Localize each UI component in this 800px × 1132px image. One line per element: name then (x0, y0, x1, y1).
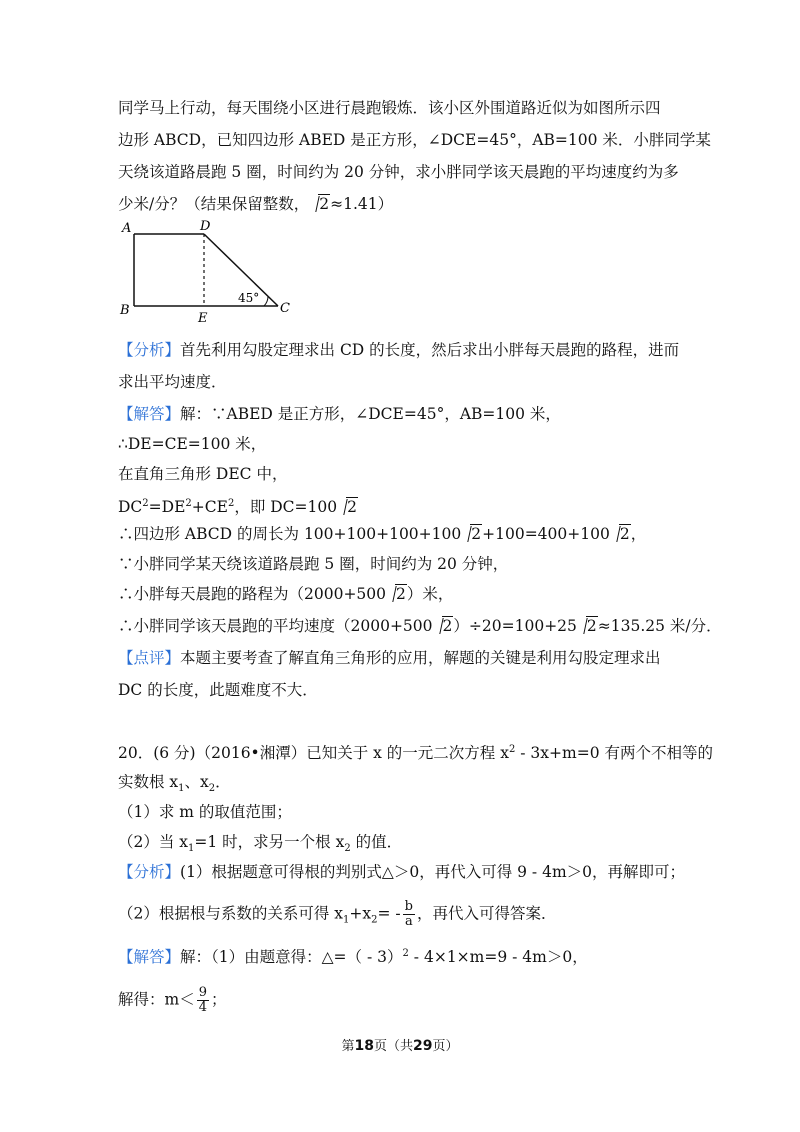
comment-19: 【点评】本题主要考查了解直角三角形的应用，解题的关键是利用勾股定理求出 (118, 649, 661, 667)
label-b: B (120, 303, 130, 318)
answer-19-line-1: 【解答】解：∵ABED 是正方形，∠DCE=45°，AB=100 米， (118, 405, 561, 423)
page-number: 18 (354, 1038, 374, 1054)
page-total: 29 (413, 1038, 433, 1054)
label-d: D (200, 219, 211, 234)
analysis-20-line-2: （2）根据根与系数的关系可得 $x_1+x_2=$ - $\frac{b}{a}$ ，再代入可得答案． (118, 899, 557, 929)
answer-19-line-3: 在直角三角形 DEC 中， (118, 465, 288, 483)
answer-19-line-7: ∴小胖每天晨跑的路程为（2000+500 2）米， (118, 585, 454, 603)
answer-tag-20: 【解答】 (118, 948, 181, 967)
problem-20-line-2: 实数根 $x_1$、$x_2$． (118, 773, 231, 795)
answer-19-line-6: ∵小胖同学某天绕该道路晨跑 5 圈，时间约为 20 分钟， (118, 555, 509, 573)
analysis-tag-20: 【分析】 (118, 863, 181, 881)
comment-tag: 【点评】 (118, 649, 181, 667)
angle-label: 45° (238, 291, 260, 305)
problem-20-q1: （1）求 m 的取值范围； (118, 803, 292, 821)
answer-19-line-2: ∴DE=CE=100 米， (118, 435, 267, 453)
label-e: E (198, 311, 208, 326)
analysis-tag: 【分析】 (118, 341, 181, 359)
answer-tag: 【解答】 (118, 405, 181, 423)
fraction-9-over-4: $\frac{9}{4}$ (198, 985, 207, 1015)
comment-19-cont: DC 的长度，此题难度不大． (118, 681, 318, 699)
problem-20-q2: （2）当 $x_1=1$ 时，求另一个根 $x_2$ 的值． (118, 833, 403, 855)
problem-19-line-1: 同学马上行动，每天围绕小区进行晨跑锻炼．该小区外围道路近似为如图所示四 (118, 99, 661, 117)
answer-20-line-1: 【解答】解：（1）由题意得：△=（ - 3）$^2$ - 4×1×m=9 - 4m＞0， (118, 948, 588, 967)
page-footer: 第18页（共29页） (341, 1038, 459, 1054)
label-c: C (280, 301, 290, 316)
answer-19-line-4: $DC^2=DE^2+CE^2$，即 DC=100 2 (118, 498, 357, 517)
problem-19-line-2: 边形 ABCD，已知四边形 ABED 是正方形，∠DCE=45°，AB=100 米．小胖同学某 (118, 131, 711, 149)
geometry-figure (118, 218, 298, 328)
answer-19-line-5: ∴四边形 ABCD 的周长为 100+100+100+100 2+100=400+100 2， (118, 525, 647, 543)
fraction-b-over-a: $\frac{b}{a}$ (404, 899, 413, 929)
analysis-19-cont: 求出平均速度． (118, 373, 227, 391)
label-a: A (122, 221, 132, 236)
sqrt-symbol: 2 (309, 194, 330, 214)
analysis-19: 【分析】首先利用勾股定理求出 CD 的长度，然后求出小胖每天晨跑的路程，进而 (118, 341, 680, 359)
problem-19-line-4: 少米/分？（结果保留整数， 2≈1.41） (118, 195, 394, 213)
problem-20-line-1: 20．(6 分)（2016•湘潭）已知关于 x 的一元二次方程 $x^2 - 3x+m=0$ 有两个不相等的 (118, 744, 713, 763)
problem-19-line-3: 天绕该道路晨跑 5 圈，时间约为 20 分钟，求小胖同学该天晨跑的平均速度约为多 (118, 163, 679, 181)
answer-20-line-2: 解得：m＜ $\frac{9}{4}$ ； (118, 985, 227, 1015)
analysis-20: 【分析】(1）根据题意可得根的判别式△＞0，再代入可得 9 - 4m＞0，再解即可； (118, 863, 686, 881)
answer-19-line-8: ∴小胖同学该天晨跑的平均速度（2000+500 2）÷20=100+25 2≈135.25 米/分． (118, 617, 722, 635)
